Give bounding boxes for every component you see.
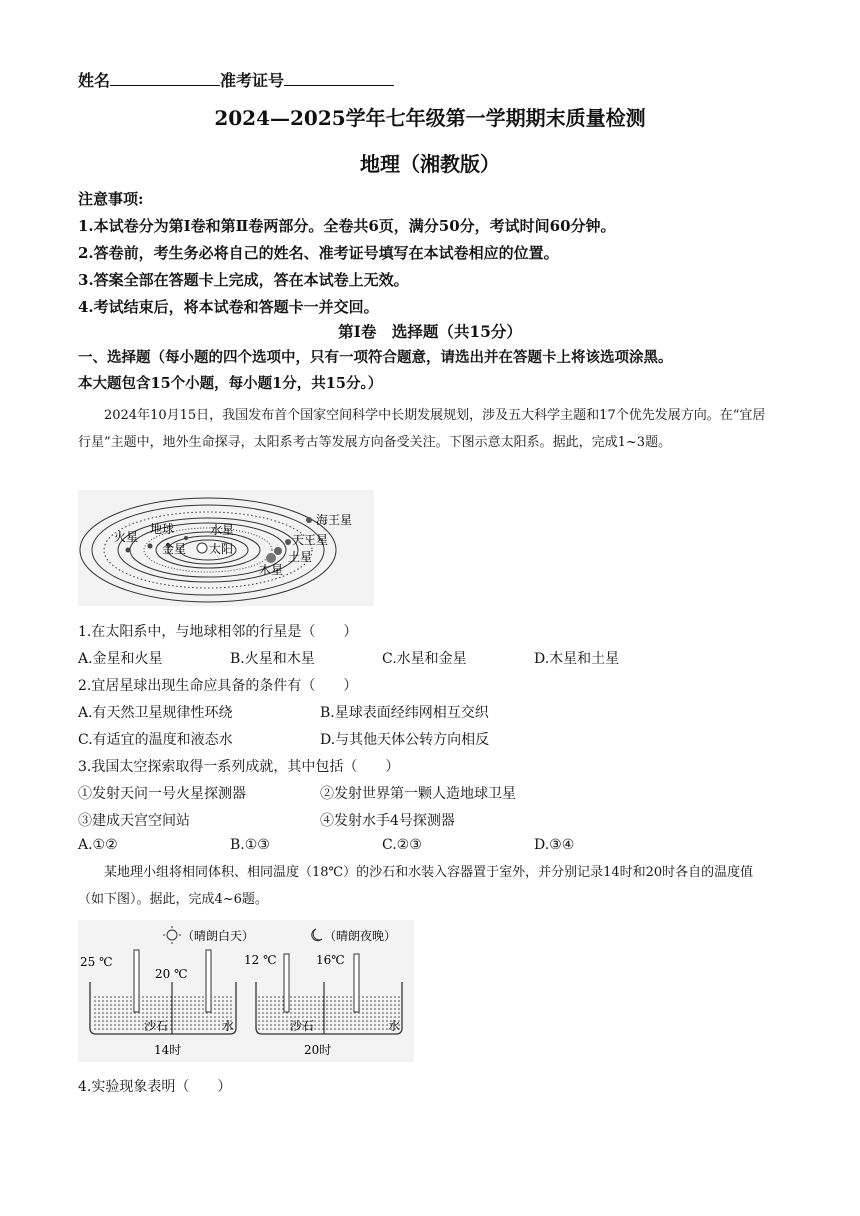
mars-label: 火星: [114, 530, 139, 544]
option-d: D.与其他天体公转方向相反: [320, 732, 490, 748]
notes-heading: 注意事项:: [78, 190, 144, 208]
note-item: 2.答卷前，考生务必将自己的姓名、准考证号填写在本试卷相应的位置。: [78, 244, 559, 262]
jupiter-icon: [266, 553, 276, 563]
option-c: C.②③: [382, 837, 422, 853]
exam-id-label: 准考证号: [220, 71, 285, 90]
uranus-label: 天王星: [292, 533, 329, 547]
uranus-icon: [285, 539, 291, 545]
water-label: 水: [222, 1019, 235, 1033]
option-d: D.③④: [534, 837, 575, 853]
statement-item: ①发射天问一号火星探测器: [78, 786, 246, 802]
page-subtitle: 地理（湘教版）: [360, 152, 500, 176]
name-label: 姓名: [78, 71, 111, 90]
time-day: 14时: [154, 1043, 182, 1057]
option-d: D.木星和土星: [534, 651, 620, 667]
mercury-label: 水星: [210, 523, 235, 537]
option-b: B.火星和木星: [230, 651, 315, 667]
option-a: A.金星和火星: [78, 651, 163, 667]
exam-id-blank: [284, 70, 394, 86]
time-night: 20时: [304, 1043, 332, 1057]
jupiter-label: 木星: [259, 563, 284, 577]
option-a: A.有天然卫星规律性环绕: [78, 705, 233, 721]
note-item: 3.答案全部在答题卡上完成，答在本试卷上无效。: [78, 271, 409, 289]
night-label: （晴朗夜晚）: [324, 929, 397, 943]
neptune-icon: [306, 517, 312, 523]
solar-system-figure: [78, 490, 374, 606]
question-2-stem: 2.宜居星球出现生命应具备的条件有（ ）: [78, 678, 358, 694]
sand-label: 沙石: [290, 1019, 315, 1033]
question-2-options-row1: [78, 702, 778, 722]
neptune-label: 海王星: [316, 513, 353, 527]
option-a: A.①②: [78, 837, 118, 853]
question-2-options-row2: [78, 729, 778, 749]
statement-item: ④发射水手4号探测器: [320, 813, 455, 829]
question-3-stem: 3.我国太空探索取得一系列成就，其中包括（ ）: [78, 759, 400, 775]
experiment-figure: [78, 920, 414, 1062]
venus-label: 金星: [162, 542, 187, 556]
question-1-stem: 1.在太阳系中，与地球相邻的行星是（ ）: [78, 624, 358, 640]
exam-header: [78, 68, 394, 91]
earth-label: 地球: [150, 522, 175, 536]
saturn-label: 土星: [288, 550, 313, 564]
mars-icon: [126, 548, 131, 553]
day-sand-temp: 25 ℃: [80, 955, 113, 969]
page-title: 2024—2025学年七年级第一学期期末质量检测: [214, 106, 646, 130]
question-1-options: [78, 648, 778, 668]
option-b: B.星球表面经纬网相互交织: [320, 705, 489, 721]
option-b: B.①③: [230, 837, 270, 853]
question-3-items-row1: [78, 783, 778, 803]
moon-icon: [312, 929, 322, 941]
section-instruction-2: 本大题包含15个小题，每小题1分，共15分。）: [78, 375, 383, 392]
question-3-items-row2: [78, 810, 778, 830]
mercury-icon: [184, 536, 188, 540]
option-c: C.有适宜的温度和液态水: [78, 732, 233, 748]
option-c: C.水星和金星: [382, 651, 467, 667]
day-water-temp: 20 ℃: [155, 967, 188, 981]
sun-icon: [167, 930, 177, 940]
statement-item: ③建成天宫空间站: [78, 813, 190, 829]
note-item: 4.考试结束后，将本试卷和答题卡一并交回。: [78, 298, 379, 316]
sand-label: 沙石: [144, 1019, 169, 1033]
sun-icon: [197, 543, 207, 553]
statement-item: ②发射世界第一颗人造地球卫星: [320, 786, 516, 802]
night-water-temp: 16℃: [316, 953, 345, 967]
water-label: 水: [388, 1019, 401, 1033]
night-sand-temp: 12 ℃: [244, 953, 277, 967]
earth-icon: [148, 544, 153, 549]
day-label: （晴朗白天）: [182, 929, 255, 943]
question-4-stem: 4.实验现象表明（ ）: [78, 1079, 232, 1095]
note-item: 1.本试卷分为第Ⅰ卷和第Ⅱ卷两部分。全卷共6页，满分50分，考试时间60分钟。: [78, 217, 616, 235]
name-blank: [110, 70, 220, 86]
passage-2: 某地理小组将相同体积、相同温度（18℃）的沙石和水装入容器置于室外，并分别记录14时和20时各自的温度值（如下图）。据此，完成4~6题。: [78, 865, 754, 907]
passage-1: 2024年10月15日，我国发布首个国家空间科学中长期发展规划，涉及五大科学主题和17个优先发展方向。在“宜居行星”主题中，地外生命探寻，太阳系考古等发展方向备受关注。下图示意太阳系。据此，完成1~3题。: [78, 408, 766, 450]
section-title: 第Ⅰ卷 选择题（共15分）: [338, 322, 522, 341]
saturn-icon: [274, 547, 282, 555]
question-3-options: [78, 837, 778, 857]
section-instruction-1: 一、选择题（每小题的四个选项中，只有一项符合题意，请选出并在答题卡上将该选项涂黑。: [78, 349, 673, 366]
sun-label: 太阳: [209, 542, 234, 556]
